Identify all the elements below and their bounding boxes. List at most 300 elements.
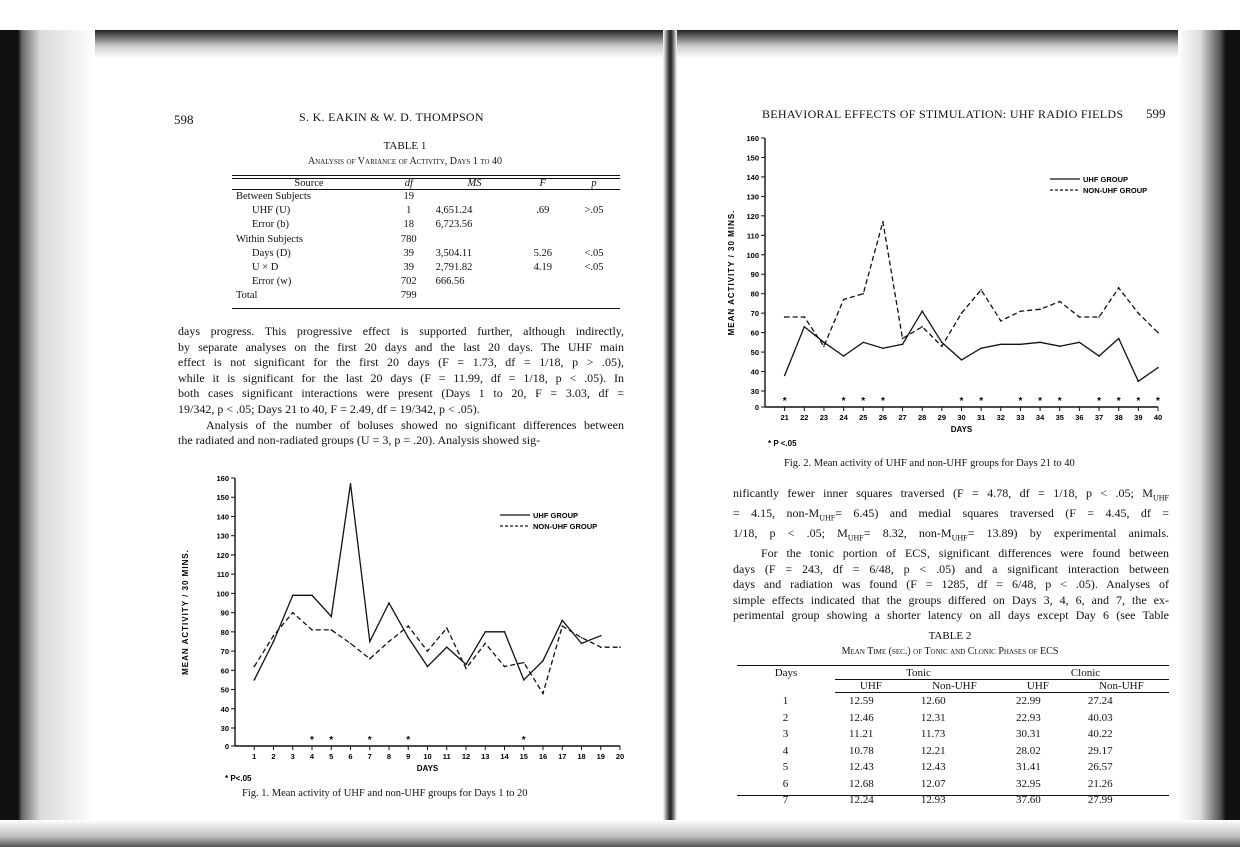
table2-subtitle: Mean Time (sec.) of Tonic and Clonic Phases of ECS	[841, 646, 1059, 657]
data-point	[784, 316, 786, 318]
table2-cell: 4	[782, 744, 789, 757]
data-point	[292, 612, 294, 614]
y-tick-label: 110	[746, 231, 759, 241]
table2-cell: 12.24	[849, 794, 874, 806]
x-tick-label: 3	[290, 752, 295, 761]
x-tick-label: 17	[558, 752, 567, 761]
table1-col-header: MS	[432, 178, 518, 190]
table2-row	[737, 743, 1169, 760]
significance-marker: *	[310, 735, 314, 746]
legend-label: NON-UHF GROUP	[533, 522, 598, 531]
table2-clonic-header: Clonic	[1070, 667, 1101, 679]
x-tick-label: 35	[1055, 413, 1064, 422]
table1-bottom-rule	[232, 308, 620, 309]
table1-cell	[517, 275, 568, 289]
data-point	[1098, 316, 1100, 318]
significance-marker: *	[861, 396, 866, 407]
y-tick-label: 50	[220, 685, 229, 695]
table2-cell: 5	[782, 761, 789, 773]
y-tick-label: 60	[220, 666, 229, 676]
y-tick-label: 80	[220, 627, 229, 637]
table2-cell: 10.78	[849, 744, 874, 757]
left-text-line: 19/342, p < .05; Days 21 to 40, F = 2.49, df = 19/342, p < .05).	[178, 401, 480, 416]
data-point	[1000, 343, 1002, 345]
table1-row	[232, 247, 620, 261]
table2-head	[737, 667, 1169, 693]
table1-cell: <.05	[584, 262, 604, 274]
y-tick-label: 110	[216, 570, 229, 580]
x-tick-label: 16	[538, 752, 548, 761]
significance-note: * P<.05	[225, 774, 252, 783]
right-text-line	[733, 486, 1169, 506]
table2-cell: 7	[782, 794, 789, 806]
data-point	[941, 342, 943, 344]
page-number-right: 599	[1146, 106, 1166, 121]
left-text-line: both cases significant interactions were present (Days 1 to 20, F = 3.03, df =	[178, 386, 624, 401]
significance-marker: *	[521, 735, 526, 746]
table1-cell: 4,651.24	[435, 205, 473, 217]
scan-right-edge	[1178, 30, 1240, 847]
y-tick-label: 40	[220, 704, 229, 714]
y-tick-label: 30	[220, 724, 229, 733]
table1-top-rule	[232, 175, 620, 176]
y-tick-label: 40	[750, 367, 759, 377]
table2-cell: 12.43	[920, 761, 946, 773]
table2-cell: 12.07	[920, 777, 946, 790]
table1-row	[232, 233, 620, 247]
y-tick-label: 160	[746, 134, 759, 143]
x-tick-label: 13	[481, 752, 490, 761]
left-text-line: effect is not significant for the first 20 days (F = 1.73, df = 1/18, p > .05),	[178, 355, 624, 370]
subscript: UHF	[819, 513, 836, 523]
data-point	[1039, 342, 1041, 344]
x-tick-label: 40	[1153, 413, 1163, 422]
y-tick-label: 130	[216, 531, 229, 541]
data-point	[619, 646, 621, 648]
right-text-segment: nificantly fewer inner squares traversed (F = 4.78, df = 1/18, p < .05; M	[733, 486, 1153, 500]
y-tick-label: 30	[750, 387, 759, 396]
data-point	[1059, 345, 1061, 347]
table2-body	[737, 693, 1169, 809]
data-point	[504, 631, 506, 633]
x-tick-label: 36	[1075, 413, 1084, 422]
table2-cell: 29.17	[1087, 744, 1113, 757]
x-tick-label: 10	[423, 752, 432, 761]
table1-cell: 4.19	[533, 262, 552, 274]
table1-cell: 1	[406, 205, 412, 217]
data-point	[369, 641, 371, 643]
figure1-chart	[180, 468, 630, 808]
data-point	[350, 643, 352, 645]
table2-cell: 31.41	[1015, 761, 1041, 773]
table1-col-header: df	[386, 178, 432, 190]
table1-col-header: F	[517, 178, 568, 190]
y-tick-label: 100	[746, 250, 759, 260]
table2-row	[737, 710, 1169, 727]
table1-cell: .69	[536, 205, 550, 217]
right-body-text	[733, 486, 1169, 624]
data-point	[542, 660, 544, 662]
table2-cell: 22.99	[1015, 695, 1041, 707]
data-point	[292, 595, 294, 597]
table2-cell: 28.02	[1015, 744, 1041, 757]
left-text-line: days progress. This progressive effect is supported further, although indirectly,	[178, 324, 624, 338]
data-point	[1020, 310, 1022, 312]
table2-cell: 12.93	[920, 794, 946, 806]
table1-col-header: p	[568, 178, 620, 190]
legend-label: UHF GROUP	[533, 511, 578, 520]
table2-cell: 12.59	[849, 695, 874, 707]
data-point	[980, 347, 982, 349]
table2-cell: 12.21	[920, 744, 946, 757]
data-point	[253, 679, 255, 681]
data-point	[921, 310, 923, 312]
right-text-segment: = 8.32, non-M	[863, 525, 952, 540]
table2-tonic-header: Tonic	[906, 667, 931, 679]
x-tick-label: 7	[367, 752, 372, 761]
table2-days-header: Days	[774, 667, 798, 679]
x-tick-label: 39	[1134, 413, 1143, 422]
x-tick-label: 14	[500, 752, 509, 761]
table1-cell: 702	[400, 276, 417, 288]
table2-sub-header: Non-UHF	[907, 680, 1002, 693]
data-point	[427, 650, 429, 652]
table2-cell: 12.60	[920, 695, 946, 707]
data-point	[484, 643, 486, 645]
table1-header-row	[232, 178, 620, 190]
data-point	[1157, 332, 1159, 334]
data-point	[1098, 355, 1100, 357]
x-tick-label: 19	[596, 752, 605, 761]
x-tick-label: 34	[1035, 413, 1045, 422]
table1-cell: Between Subjects	[236, 191, 311, 202]
table2-cell: 3	[782, 728, 789, 740]
data-point	[1157, 367, 1159, 369]
x-tick-label: 5	[329, 752, 334, 761]
table1-cell: Within Subjects	[236, 233, 303, 245]
right-text-line	[733, 506, 1169, 526]
table2-cell: 11.21	[849, 728, 874, 740]
data-point	[843, 355, 845, 357]
data-point	[600, 635, 602, 637]
table1-cell: 39	[403, 247, 415, 259]
x-tick-label: 28	[918, 413, 927, 422]
data-point	[311, 629, 313, 631]
right-text-line	[733, 526, 1169, 546]
table1-cell	[568, 289, 620, 303]
table1-row	[232, 275, 620, 289]
right-text-line: perimental group showing a shorter latency on all days except Day 6 (see Table	[733, 608, 1169, 623]
y-tick-label: 150	[216, 493, 229, 503]
table1-cell	[568, 233, 620, 247]
subscript: UHF	[951, 533, 968, 543]
y-axis-label: MEAN ACTIVITY / 30 MINS.	[727, 209, 736, 336]
data-point	[273, 635, 275, 637]
table2-cell: 11.73	[920, 728, 946, 740]
figure1-caption: Fig. 1. Mean activity of UHF and non-UHF groups for Days 1 to 20	[242, 788, 528, 799]
x-tick-label: 4	[309, 752, 315, 761]
significance-marker: *	[1116, 396, 1121, 407]
x-tick-label: 25	[859, 413, 868, 422]
table1-body	[232, 190, 620, 304]
figure2-chart	[720, 128, 1180, 458]
table2-cell: 12.43	[849, 761, 874, 773]
significance-marker: *	[406, 735, 411, 746]
x-tick-label: 15	[519, 752, 528, 761]
right-text-line: simple effects indicated that the groups differed on Days 3, 4, 6, and 7, the ex-	[733, 592, 1169, 607]
x-tick-label: 38	[1114, 413, 1123, 422]
x-tick-label: 2	[271, 752, 276, 761]
table2-cell: 12.46	[849, 711, 874, 724]
series-line-uhf	[785, 311, 1158, 381]
data-point	[1020, 343, 1022, 345]
data-point	[961, 312, 963, 314]
table1-cell	[568, 218, 620, 232]
table2-sub-header: Non-UHF	[1074, 680, 1169, 693]
table2-cell: 6	[782, 777, 789, 790]
right-text-segment: = 13.89) by experimental animals.	[967, 525, 1169, 540]
data-point	[921, 326, 923, 328]
book-gutter	[663, 30, 677, 847]
data-point	[902, 338, 904, 340]
table1-col-header: Source	[232, 178, 386, 190]
data-point	[843, 299, 845, 301]
table2-cell: 40.22	[1087, 728, 1113, 740]
table1-cell: Error (w)	[252, 276, 292, 288]
table2-row	[737, 759, 1169, 776]
x-tick-label: 29	[937, 413, 947, 422]
figure2-caption: Fig. 2. Mean activity of UHF and non-UHF groups for Days 21 to 40	[784, 458, 1075, 469]
table2-cell: 1	[782, 694, 789, 707]
right-text-segment: 1/18, p < .05; M	[733, 525, 848, 540]
x-tick-label: 21	[780, 413, 789, 422]
table2-cell: 27.99	[1087, 794, 1113, 806]
data-point	[504, 666, 506, 668]
y-tick-label: 0	[754, 403, 759, 412]
y-tick-label: 50	[750, 348, 759, 358]
x-tick-label: 1	[252, 752, 257, 761]
table1	[232, 178, 620, 304]
table1-cell: 780	[400, 233, 417, 245]
table2-cell: 32.95	[1015, 777, 1041, 790]
series-line-non-uhf	[785, 222, 1158, 347]
x-tick-label: 31	[976, 413, 986, 422]
table1-cell: 3,504.11	[435, 247, 472, 259]
left-body-text	[178, 324, 624, 449]
x-tick-label: 18	[577, 752, 586, 761]
table1-row	[232, 204, 620, 218]
x-axis-label: DAYS	[416, 764, 439, 773]
table1-cell	[517, 233, 568, 247]
y-tick-label: 0	[224, 742, 229, 751]
table1-title: TABLE 1	[383, 140, 427, 152]
table2-cell: 26.57	[1087, 761, 1113, 773]
data-point	[561, 625, 563, 627]
table1-cell: Days (D)	[252, 247, 291, 259]
right-text-segment: = 4.15, non-M	[733, 505, 820, 520]
data-point	[1000, 320, 1002, 322]
table2-cell: 12.31	[920, 711, 946, 724]
running-head-left: S. K. EAKIN & W. D. THOMPSON	[299, 110, 484, 124]
table2-cell: 27.24	[1087, 695, 1113, 707]
subscript: UHF	[1152, 493, 1169, 503]
data-point	[542, 693, 544, 695]
significance-marker: *	[1097, 396, 1102, 407]
x-tick-label: 8	[386, 752, 392, 761]
y-tick-label: 100	[216, 589, 229, 599]
table2-group-row	[737, 667, 1169, 680]
table1-cell	[568, 275, 620, 289]
x-tick-label: 26	[878, 413, 888, 422]
table2-sub-header: UHF	[835, 680, 907, 693]
data-point	[446, 627, 448, 629]
significance-marker: *	[841, 396, 846, 407]
data-point	[465, 668, 467, 670]
significance-note: * P <.05	[768, 439, 797, 448]
data-point	[941, 345, 943, 347]
legend-label: NON-UHF GROUP	[1083, 186, 1148, 195]
significance-marker: *	[329, 735, 334, 746]
data-point	[961, 359, 963, 361]
x-tick-label: 20	[615, 752, 625, 761]
data-point	[804, 326, 806, 328]
data-point	[561, 620, 563, 622]
right-text-segment: = 6.45) and medial squares traversed (F = 4.45, df =	[835, 505, 1169, 520]
data-point	[1039, 308, 1041, 310]
data-point	[882, 221, 884, 223]
table1-cell	[568, 190, 620, 205]
y-tick-label: 160	[216, 474, 229, 483]
table1-cell: Error (b)	[252, 219, 290, 231]
right-text-line: days (F = 243, df = 6/48, p < .05) and a significant interaction between	[733, 561, 1169, 576]
data-point	[600, 646, 602, 648]
legend-label: UHF GROUP	[1083, 175, 1128, 184]
y-axis-label: MEAN ACTIVITY / 30 MINS.	[181, 549, 190, 675]
table2-cell: 12.68	[849, 777, 874, 790]
y-tick-label: 90	[750, 270, 759, 280]
scan-bottom-shadow	[0, 820, 1240, 847]
x-tick-label: 6	[348, 752, 353, 761]
significance-marker: *	[1057, 396, 1062, 407]
data-point	[523, 662, 525, 664]
table1-cell: UHF (U)	[252, 205, 291, 217]
table1-row	[232, 190, 620, 205]
y-tick-label: 70	[750, 309, 759, 319]
left-text-line: the radiated and non-radiated groups (U = 3, p = .20). Analysis showed sig-	[178, 433, 541, 448]
data-point	[407, 625, 409, 627]
data-point	[784, 375, 786, 377]
data-point	[1138, 380, 1140, 382]
data-point	[350, 483, 352, 485]
x-tick-label: 30	[957, 413, 966, 422]
table1-cell: >.05	[584, 205, 604, 217]
y-tick-label: 120	[746, 211, 759, 221]
data-point	[862, 342, 864, 344]
table1-cell	[517, 190, 568, 205]
table1-cell: 2,791.82	[435, 262, 473, 274]
table1-cell: Total	[236, 290, 258, 302]
y-tick-label: 80	[750, 289, 759, 299]
table1-cell: 6,723.56	[435, 219, 473, 231]
data-point	[465, 664, 467, 666]
table2-cell: 22.93	[1015, 711, 1041, 724]
x-tick-label: 12	[461, 752, 471, 761]
left-text-line: Analysis of the number of boluses showed no significant differences between	[206, 417, 624, 432]
y-tick-label: 90	[220, 608, 229, 618]
table1-subtitle: Analysis of Variance of Activity, Days 1 to 40	[307, 156, 503, 167]
x-tick-label: 32	[996, 413, 1005, 422]
x-tick-label: 23	[819, 413, 829, 422]
table1-cell: 666.56	[435, 276, 465, 288]
left-text-line: while it is significant for the last 20 days (F = 11.99, df = 1/18, p < .05). In	[178, 370, 624, 385]
data-point	[523, 679, 525, 681]
table1-row	[232, 261, 620, 275]
significance-marker: *	[367, 735, 372, 746]
data-point	[1118, 338, 1120, 340]
y-tick-label: 140	[746, 172, 759, 182]
table2-sub-header: UHF	[1002, 680, 1074, 693]
table1-cell: 19	[403, 191, 415, 202]
data-point	[427, 666, 429, 668]
significance-marker: *	[959, 396, 964, 407]
significance-marker: *	[979, 396, 984, 407]
significance-marker: *	[782, 396, 787, 407]
data-point	[1079, 342, 1081, 344]
data-point	[369, 658, 371, 660]
table1-cell: 799	[400, 290, 417, 302]
data-point	[330, 616, 332, 618]
right-text-line: For the tonic portion of ECS, significant differences were found between	[761, 545, 1169, 560]
right-text-line: days and radiation was found (F = 1285, df = 6/48, p < .05). Analyses of	[733, 577, 1169, 592]
data-point	[484, 631, 486, 633]
left-text-line: by separate analyses on the first 20 days and the last 20 days. The UHF main	[178, 339, 624, 354]
data-point	[823, 342, 825, 344]
table1-cell	[517, 218, 568, 232]
x-tick-label: 11	[442, 752, 451, 761]
y-tick-label: 130	[746, 192, 759, 202]
x-tick-label: 37	[1094, 413, 1104, 422]
y-tick-label: 120	[216, 550, 229, 560]
table1-cell	[517, 289, 568, 303]
table2-row	[737, 693, 1169, 710]
table1-row	[232, 218, 620, 232]
x-axis-label: DAYS	[950, 425, 973, 434]
table2-cell: 2	[782, 711, 789, 724]
table1-cell: U × D	[252, 262, 279, 274]
table2-row	[737, 726, 1169, 743]
data-point	[823, 345, 825, 347]
y-tick-label: 140	[216, 512, 229, 522]
table2	[737, 667, 1169, 809]
table1-cell	[432, 190, 518, 205]
y-tick-label: 150	[746, 153, 759, 163]
data-point	[1059, 301, 1061, 303]
x-tick-label: 33	[1016, 413, 1025, 422]
data-point	[804, 316, 806, 318]
table1-cell: 5.26	[533, 247, 552, 259]
significance-marker: *	[1038, 396, 1043, 407]
data-point	[862, 293, 864, 295]
table1-cell: <.05	[584, 247, 604, 259]
data-point	[581, 643, 583, 645]
table2-title: TABLE 2	[928, 630, 972, 642]
data-point	[446, 646, 448, 648]
table2-cell: 37.60	[1015, 794, 1041, 806]
table1-cell: 18	[403, 219, 415, 231]
data-point	[581, 637, 583, 639]
x-tick-label: 27	[898, 413, 907, 422]
significance-marker: *	[880, 396, 885, 407]
